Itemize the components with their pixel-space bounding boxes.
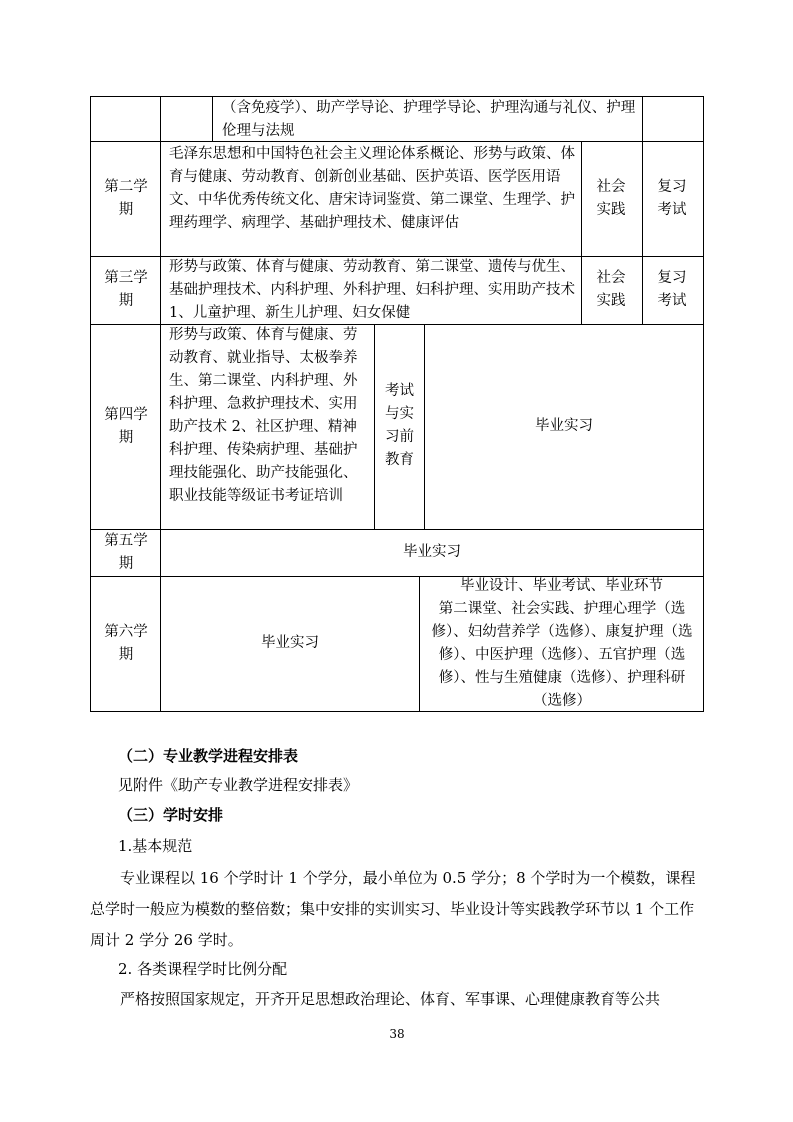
table-cell-courses: （含免疫学）、助产学导论、护理学导论、护理沟通与礼仪、护理伦理与法规 — [222, 100, 636, 139]
table-cell-courses: 毛泽东思想和中国特色社会主义理论体系概论、形势与政策、体育与健康、劳动教育、创新创业基础、医护英语、医学医用语文、中华优秀传统文化、唐宋诗词鉴赏、第二课堂、生理学、护理药理学、病理学、基础护理技术、健康评估 — [169, 146, 575, 231]
table-cell-courses: 形势与政策、体育与健康、劳动教育、就业指导、太极拳养生、第二课堂、内科护理、外科护理、急救护理技术、实用助产技术 2、社区护理、精神科护理、传染病护理、基础护理技能强化、助产技能强化、职业技能等级证书考证培训 — [169, 327, 358, 504]
table-cell-activity: 社会实践 — [596, 270, 626, 309]
table-cell-exam: 复习考试 — [657, 179, 687, 218]
col-divider — [160, 96, 161, 712]
subsection-heading: 1.基本规范 — [118, 837, 193, 855]
table-cell-semester: 第三学期 — [104, 270, 148, 309]
table-cell-exam: 复习考试 — [657, 270, 687, 309]
table-border-right — [703, 96, 704, 712]
paragraph: 专业课程以 16 个学时计 1 个学分，最小单位为 0.5 学分；8 个学时为一个模数，课程总学时一般应为模数的整倍数；集中安排的实训实习、毕业设计等实践教学环节以 1 个工作周计 2 学分 26 学时。 — [90, 869, 696, 949]
section-heading: （三）学时安排 — [118, 806, 224, 824]
table-cell-activity: 社会实践 — [596, 179, 626, 218]
table-cell-internship: 毕业实习 — [403, 544, 461, 560]
page-number: 38 — [389, 1027, 405, 1041]
section-heading: （二）专业教学进程安排表 — [118, 747, 299, 765]
col-divider — [642, 141, 643, 325]
table-cell-pre-internship: 考试与实习前教育 — [385, 383, 414, 468]
col-divider — [374, 324, 375, 530]
table-cell-internship: 毕业实习 — [535, 418, 593, 434]
subsection-heading: 2. 各类课程学时比例分配 — [118, 960, 288, 978]
paragraph: 严格按照国家规定，开齐开足思想政治理论、体育、军事课、心理健康教育等公共 — [120, 990, 661, 1008]
table-cell-semester: 第五学期 — [104, 533, 148, 572]
col-divider — [642, 96, 643, 142]
table-border-left — [90, 96, 91, 712]
table-cell-semester: 第六学期 — [104, 624, 148, 663]
table-cell-courses: 形势与政策、体育与健康、劳动教育、第二课堂、遗传与优生、基础护理技术、内科护理、外科护理、妇科护理、实用助产技术 1、儿童护理、新生儿护理、妇女保健 — [169, 259, 575, 321]
table-cell-semester: 第四学期 — [104, 407, 148, 446]
table-cell-courses: 第二课堂、社会实践、护理心理学（选修）、妇幼营养学（选修）、康复护理（选修）、中医护理（选修）、五官护理（选修）、性与生殖健康（选修）、护理科研（选修） — [431, 601, 693, 709]
table-cell-semester: 第二学期 — [104, 179, 148, 218]
table-row-divider — [90, 529, 704, 530]
table-cell-internship: 毕业实习 — [261, 635, 319, 651]
table-cell-courses-title: 毕业设计、毕业考试、毕业环节 — [460, 578, 663, 594]
section-text: 见附件《助产专业教学进程安排表》 — [118, 776, 359, 794]
col-divider — [212, 96, 213, 142]
col-divider — [581, 141, 582, 325]
